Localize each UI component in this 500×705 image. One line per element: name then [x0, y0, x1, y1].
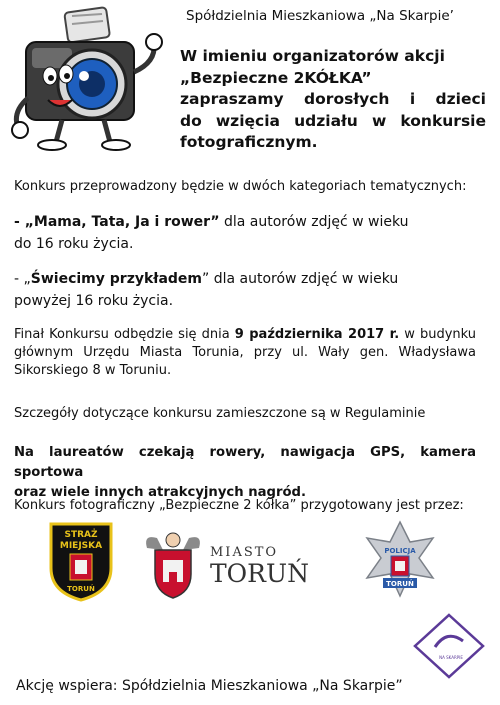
categories-intro: Konkurs przeprowadzony będzie w dwóch kategoriach tematycznych: [14, 179, 467, 194]
category-1-description: dla autorów zdjęć w wieku [219, 214, 409, 230]
final-text-a: Finał Konkursu odbędzie się dnia [14, 327, 235, 342]
sponsor-footer: Akcję wspiera: Spółdzielnia Mieszkaniowa „Na Skarpie” [16, 678, 403, 694]
skarpie-logo-text: NA SKARPIE [439, 655, 463, 660]
category-2 [14, 268, 476, 312]
final-text-b: w budynku [399, 327, 476, 342]
prizes-line: oraz wiele innych atrakcyjnych nagród. [14, 485, 306, 500]
final-address-end: Sikorskiego 8 w Toruniu. [14, 363, 172, 378]
straz-top-text: STRAŻ [64, 530, 98, 540]
camera-mascot-illustration [6, 2, 172, 152]
intro-line: „Bezpieczne 2KÓŁKA” [180, 68, 372, 87]
intro-line: do wzięcia udziału w konkursie [180, 111, 486, 130]
category-1-prefix: - [14, 214, 25, 230]
prizes-info [14, 443, 476, 503]
regulations-note: Szczegóły dotyczące konkursu zamieszczone są w Regulaminie [14, 406, 426, 421]
prizes-line: Na laureatów czekają rowery, nawigacja GPS, kamera sportowa [14, 445, 476, 480]
torun-coat-of-arms [143, 530, 203, 600]
invitation-text [180, 46, 486, 154]
category-1 [14, 211, 476, 255]
category-2-age: powyżej 16 roku życia. [14, 293, 174, 309]
category-2-prefix: - „ [14, 271, 31, 287]
intro-line: W imieniu organizatorów akcji [180, 47, 445, 65]
final-address: głównym Urzędu Miasta Torunia, przy ul. Wały gen. Władysława [14, 345, 476, 360]
final-info [14, 326, 476, 380]
organizers-intro: Konkurs fotograficzny „Bezpieczne 2 kółka” przygotowany jest przez: [14, 498, 464, 513]
na-skarpie-logo [413, 613, 485, 679]
miasto-small-text: MIASTO [210, 545, 279, 560]
straz-miejska-torun-logo [46, 520, 116, 602]
policja-top-text: POLICJA [384, 547, 416, 555]
category-2-description: ” dla autorów zdjęć w wieku [202, 271, 399, 287]
straz-mid-text: MIEJSKA [59, 541, 103, 551]
category-2-title: Świecimy przykładem [30, 271, 203, 287]
policja-torun-logo [361, 520, 439, 604]
miasto-torun-wordmark [210, 545, 328, 588]
category-1-title: „Mama, Tata, Ja i rower” [24, 214, 220, 230]
straz-bottom-text: TORUŃ [67, 585, 95, 593]
intro-line: zapraszamy dorosłych i dzieci [180, 90, 486, 108]
final-date: 9 października 2017 r. [234, 327, 400, 342]
organization-header: Spółdzielnia Mieszkaniowa „Na Skarpie’ [186, 8, 454, 24]
miasto-big-text: TORUŃ [210, 559, 309, 588]
policja-bottom-text: TORUŃ [386, 580, 414, 588]
intro-line: fotograficznym. [180, 133, 318, 151]
category-1-age: do 16 roku życia. [14, 236, 134, 252]
